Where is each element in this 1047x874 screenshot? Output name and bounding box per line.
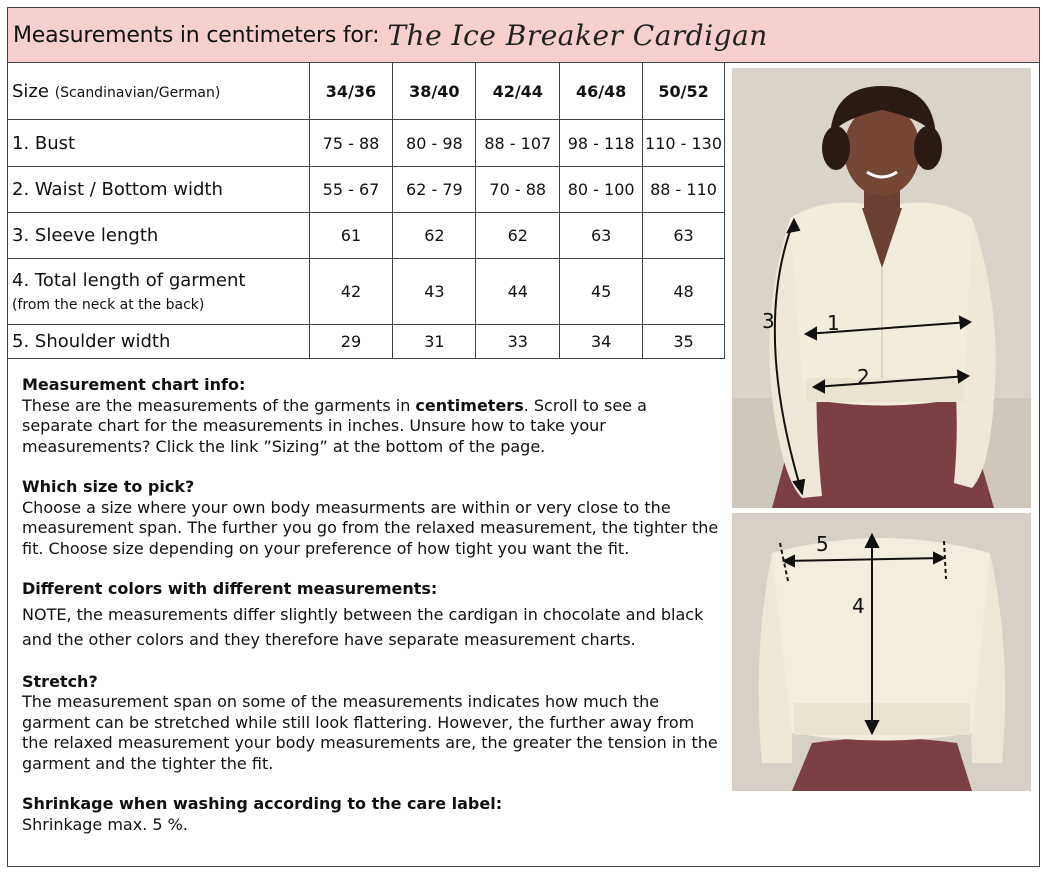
- table-cell: 34: [560, 325, 643, 359]
- stretch-block: [22, 672, 722, 775]
- size-header: 50/52: [643, 63, 725, 120]
- table-cell: 31: [393, 325, 476, 359]
- row-label: 1. Bust: [8, 120, 310, 167]
- table-cell: 45: [560, 259, 643, 325]
- table-cell: 29: [309, 325, 393, 359]
- table-cell: 44: [476, 259, 560, 325]
- size-header-row: [8, 63, 725, 120]
- table-cell: 75 - 88: [309, 120, 393, 167]
- table-cell: 55 - 67: [309, 167, 393, 213]
- table-cell: 33: [476, 325, 560, 359]
- size-note: (Scandinavian/German): [54, 84, 221, 101]
- table-cell: 98 - 118: [560, 120, 643, 167]
- size-table: [7, 62, 725, 359]
- table-cell: 48: [643, 259, 725, 325]
- table-cell: 88 - 107: [476, 120, 560, 167]
- table-cell: 62: [476, 213, 560, 259]
- measure-label-5: 5: [816, 532, 829, 556]
- colors-heading: Different colors with different measurements:: [22, 579, 438, 598]
- table-cell: 42: [309, 259, 393, 325]
- measure-label-3: 3: [762, 309, 775, 333]
- size-header: 38/40: [393, 63, 476, 120]
- size-pick-block: [22, 477, 722, 559]
- table-cell: 43: [393, 259, 476, 325]
- shrinkage-text: Shrinkage max. 5 %.: [22, 814, 188, 834]
- size-header: 46/48: [560, 63, 643, 120]
- colors-text: NOTE, the measurements differ slightly between the cardigan in chocolate and black and the other colors and they therefore have separate measurement charts.: [22, 604, 704, 649]
- table-cell: 80 - 98: [393, 120, 476, 167]
- table-cell: 110 - 130: [643, 120, 725, 167]
- table-row: [8, 325, 725, 359]
- table-cell: 35: [643, 325, 725, 359]
- product-name: The Ice Breaker Cardigan: [387, 18, 768, 52]
- table-cell: 63: [560, 213, 643, 259]
- title-prefix: Measurements in centimeters for:: [13, 22, 380, 48]
- row-sublabel: (from the neck at the back): [12, 297, 205, 313]
- size-pick-heading: Which size to pick?: [22, 477, 195, 496]
- table-cell: 63: [643, 213, 725, 259]
- size-pick-text: Choose a size where your own body measurments are within or very close to the measurement span. The further you go from the relaxed measurement, the tighter the fit. Choose size depending on your preference of how tight you want the fit.: [22, 497, 719, 558]
- chart-info-bold: centimeters: [415, 395, 524, 415]
- table-cell: 61: [309, 213, 393, 259]
- measure-label-2: 2: [857, 365, 870, 389]
- row-label: 5. Shoulder width: [8, 325, 310, 359]
- shrinkage-heading: Shrinkage when washing according to the care label:: [22, 794, 503, 813]
- model-front-photo: [732, 68, 1031, 508]
- table-cell: 62: [393, 213, 476, 259]
- stretch-heading: Stretch?: [22, 671, 98, 691]
- table-cell: 80 - 100: [560, 167, 643, 213]
- size-header: 34/36: [309, 63, 393, 120]
- chart-info-heading: Measurement chart info:: [22, 375, 246, 394]
- table-cell: 70 - 88: [476, 167, 560, 213]
- model-back-photo: [732, 513, 1031, 791]
- measure-label-1: 1: [827, 311, 840, 335]
- table-cell: 88 - 110: [643, 167, 725, 213]
- row-label-cell: [8, 259, 310, 325]
- size-label-cell: [8, 63, 310, 120]
- chart-info-text: These are the measurements of the garments in centimeters. Scroll to see a separate chart for the measurements in inches. Unsure how to take your measurements? Click the link ”Sizing” at the bottom of the page.: [22, 395, 647, 456]
- table-row: [8, 120, 725, 167]
- row-label: 2. Waist / Bottom width: [8, 167, 310, 213]
- table-cell: 62 - 79: [393, 167, 476, 213]
- size-label: Size: [12, 80, 49, 102]
- row-label: 3. Sleeve length: [8, 213, 310, 259]
- measure-label-4: 4: [852, 594, 865, 618]
- table-row: [8, 167, 725, 213]
- shrinkage-block: [22, 794, 722, 835]
- title-banner: [7, 7, 1040, 63]
- stretch-text: The measurement span on some of the measurements indicates how much the garment can be stretched while still look flattering. However, the further away from the relaxed measurement your body measurements are, the greater the tension in the garment and the tighter the fit.: [22, 692, 718, 773]
- chart-info-block: [22, 375, 722, 457]
- colors-block: [22, 579, 722, 652]
- row-label: 4. Total length of garment: [12, 270, 246, 291]
- size-header: 42/44: [476, 63, 560, 120]
- table-row: [8, 259, 725, 325]
- table-row: [8, 213, 725, 259]
- info-section: [22, 375, 722, 855]
